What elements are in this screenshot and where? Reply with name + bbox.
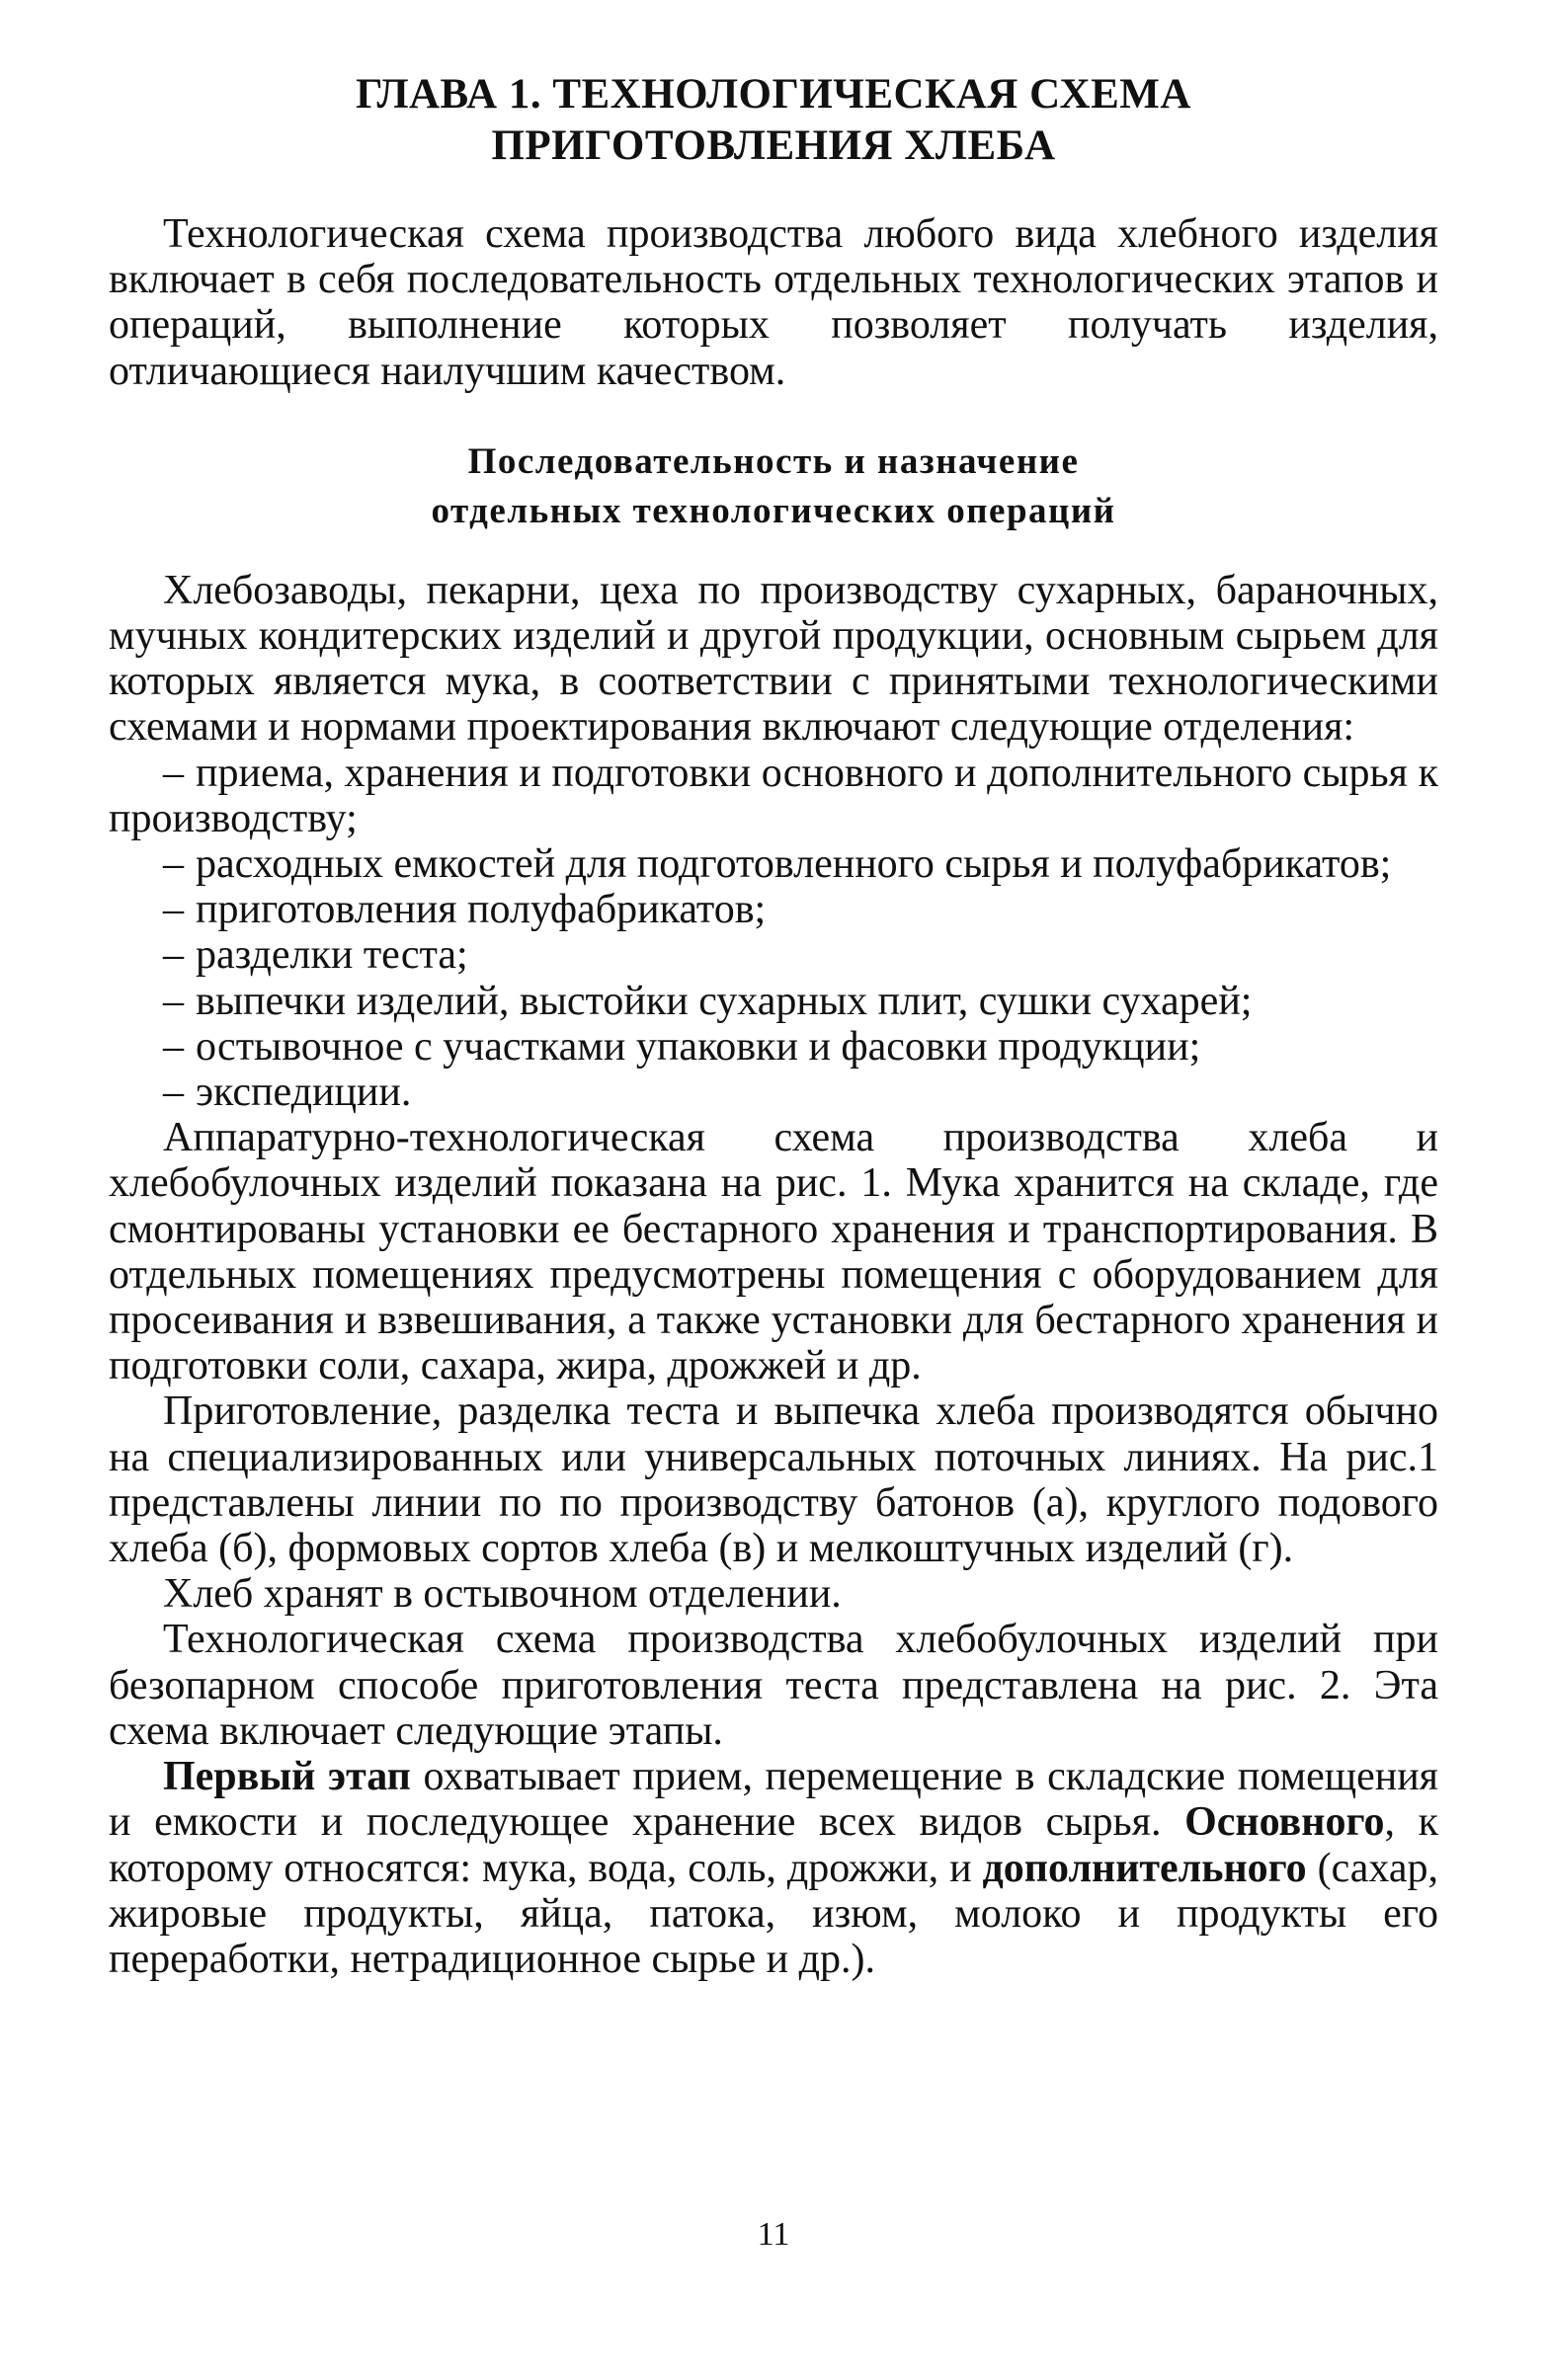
paragraph-first-stage [109, 1754, 1438, 1982]
list-item [109, 751, 1438, 841]
chapter-title-line-2: ПРИГОТОВЛЕНИЯ ХЛЕБА [491, 122, 1056, 169]
term-first-stage: Первый этап [163, 1754, 411, 1800]
paragraph-storage: Хлеб хранят в остывочном отделении. [163, 1571, 842, 1618]
page-number: 11 [757, 2216, 790, 2253]
list-item [109, 1070, 1438, 1115]
paragraph-scheme-stages: Технологическая схема производства хлебобулочных изделий при безопарном способе приготовления теста представлена на рис. 2. Эта схема включает следующие этапы. [109, 1617, 1438, 1754]
term-additional-raw: дополнительного [982, 1845, 1307, 1891]
list-item-text: выпечки изделий, выстойки сухарных плит, сушки сухарей; [196, 978, 1253, 1024]
list-item-text: разделки теста; [196, 932, 468, 979]
first-stage-text-3: (сахар, жировые продукты, яйца, патока, изюм, молоко и продукты его переработки, нетрадиционное сырье и др.). [109, 1845, 1438, 1982]
page-content [109, 69, 1438, 1982]
first-stage-text-1: охватывает прием, перемещение в складские помещения и емкости и последующее хранение всех видов сырья. [109, 1754, 1438, 1846]
list-item [109, 979, 1438, 1024]
list-item [109, 1024, 1438, 1070]
dash-marker: – [163, 1070, 184, 1116]
dash-marker: – [163, 750, 184, 796]
dash-marker: – [163, 841, 184, 888]
chapter-title [109, 69, 1438, 172]
list-item-text: расходных емкостей для подготовленного сырья и полуфабрикатов; [196, 841, 1392, 888]
list-item [109, 841, 1438, 887]
dash-marker: – [163, 1023, 184, 1070]
dash-marker: – [163, 932, 184, 979]
list-item-text: остывочное с участками упаковки и фасовки продукции; [196, 1023, 1201, 1070]
first-stage-text-2: , к которому относятся: мука, вода, соль, дрожжи, и [109, 1799, 1439, 1891]
list-item [109, 932, 1438, 978]
paragraph-departments: Хлебозаводы, пекарни, цеха по производству сухарных, бараночных, мучных кондитерских изделий и другой продукции, основным сырьем для которых является мука, в соответствии с принятыми технологическими схемами и нормами проектирования включают следующие отделения: [109, 567, 1438, 751]
chapter-title-line-1: ГЛАВА 1. ТЕХНОЛОГИЧЕСКАЯ СХЕМА [356, 71, 1191, 118]
intro-paragraph: Технологическая схема производства любого вида хлебного изделия включает в себя последовательность отдельных технологических этапов и операций, выполнение которых позволяет получать изделия, отличающиеся наилучшим качеством. [109, 211, 1438, 394]
list-item-text: приготовления полуфабрикатов; [196, 887, 767, 933]
departments-list [109, 751, 1438, 1116]
dash-marker: – [163, 887, 184, 933]
list-item-text: экспедиции. [196, 1070, 412, 1116]
section-title-line-1: Последовательность и назначение [467, 440, 1080, 482]
list-item-text: приема, хранения и подготовки основного и дополнительного сырья к производству; [109, 750, 1438, 841]
dash-marker: – [163, 978, 184, 1024]
section-title [109, 437, 1438, 536]
paragraph-production-lines: Приготовление, разделка теста и выпечка хлеба производятся обычно на специализированных или универсальных поточных линиях. На рис.1 представлены линии по по производству батонов (а), круглого подового хлеба (б), формовых сортов хлеба (в) и мелкоштучных изделий (г). [109, 1388, 1438, 1572]
term-main-raw: Основного [1184, 1799, 1385, 1846]
list-item [109, 887, 1438, 932]
paragraph-equipment-scheme: Аппаратурно-технологическая схема производства хлеба и хлебобулочных изделий показана на рис. 1. Мука хранится на складе, где смонтированы установки ее бестарного хранения и транспортирования. В отдельных помещениях предусмотрены помещения с оборудованием для просеивания и взвешивания, а также установки для бестарного хранения и подготовки соли, сахара, жира, дрожжей и др. [109, 1115, 1438, 1389]
section-title-line-2: отдельных технологических операций [431, 490, 1116, 531]
